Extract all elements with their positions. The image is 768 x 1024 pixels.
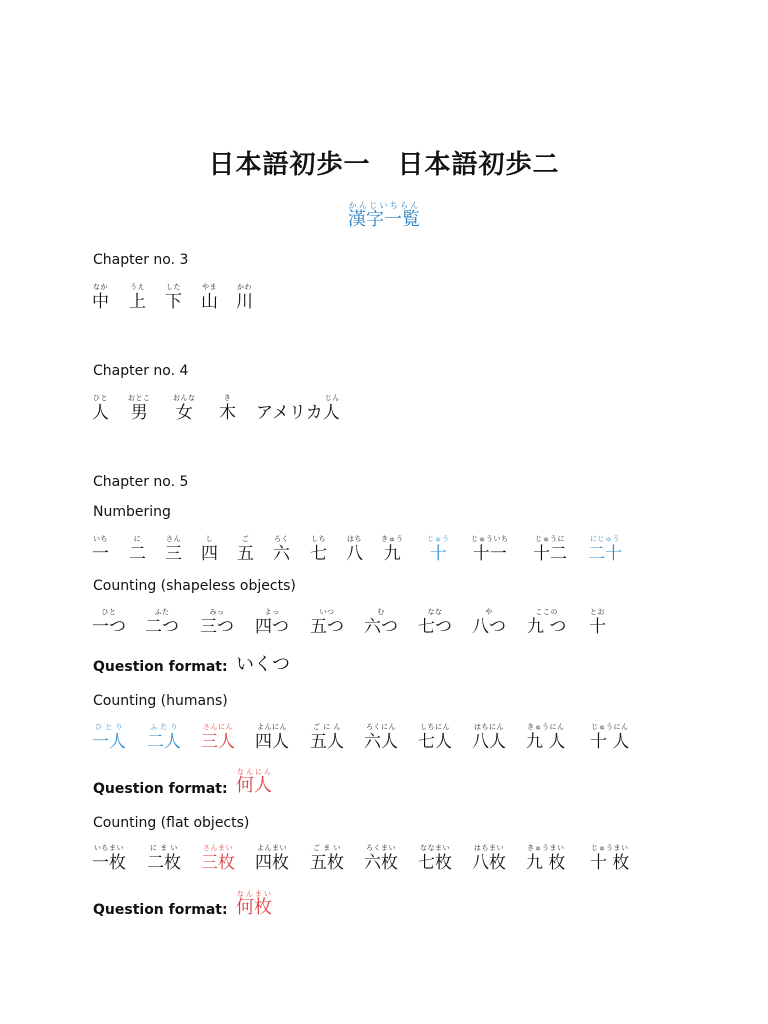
kanji-word-highlighted: さんにん 三人 — [201, 723, 235, 752]
chapter-3-heading: Chapter no. 3 — [93, 252, 189, 268]
kanji-word: ろくまい 六枚 — [364, 844, 398, 873]
subtitle-kanji: 漢字一覧 — [348, 209, 420, 230]
kanji-word: ひと 一つ — [92, 608, 126, 637]
kanji-word: ろく 六 — [273, 535, 290, 564]
kanji-word: さん 三 — [165, 535, 182, 564]
kanji-word: いち 一 — [92, 535, 109, 564]
kanji-word: うえ 上 — [129, 283, 146, 312]
kanji-word-highlighted: じゅう 十 — [427, 535, 450, 564]
kanji-word: ご ま い 五枚 — [310, 844, 344, 873]
kanji-word: し 四 — [201, 535, 218, 564]
kanji-word: よんにん 四人 — [255, 723, 289, 752]
chapter-4-heading: Chapter no. 4 — [93, 363, 189, 379]
kanji-word: じゅういち 十一 — [471, 535, 509, 564]
kanji-word: き 木 — [219, 394, 236, 423]
chapter-5-heading: Chapter no. 5 — [93, 474, 189, 490]
kanji-word: ひと 人 — [92, 394, 109, 423]
kanji-word: じゅうに 十二 — [533, 535, 567, 564]
subtitle-reading: かんじいちらん — [348, 201, 420, 210]
kanji-word-highlighted: にじゅう 二十 — [588, 535, 622, 564]
humans-question-answer: 何人なんにん — [236, 768, 272, 796]
kanji-word: みっ 三つ — [200, 608, 234, 637]
kanji-word: ななまい 七枚 — [418, 844, 452, 873]
kanji-word: ろくにん 六人 — [364, 723, 398, 752]
kanji-word: ご 五 — [237, 535, 254, 564]
flat-question-label: Question format: — [93, 902, 228, 918]
kanji-word: ここの 九 つ — [527, 608, 567, 637]
kanji-word: はちにん 八人 — [472, 723, 506, 752]
kanji-word: した 下 — [165, 283, 182, 312]
kanji-word: やま 山 — [201, 283, 218, 312]
kanji-word: よんまい 四枚 — [255, 844, 289, 873]
kanji-word: はち 八 — [346, 535, 363, 564]
counting-humans-label: Counting (humans) — [93, 693, 228, 709]
kanji-word: に 二 — [129, 535, 146, 564]
kanji-word: きゅう 九 — [381, 535, 404, 564]
kanji-word: なか 中 — [92, 283, 109, 312]
humans-kanji-row — [0, 723, 768, 763]
shapeless-question-label: Question format: — [93, 659, 228, 675]
shapeless-kanji-row — [0, 608, 768, 648]
kanji-word: や 八つ — [472, 608, 506, 637]
page-title: 日本語初歩一 日本語初歩二 — [208, 150, 560, 180]
kanji-word: しちにん 七人 — [418, 723, 452, 752]
kanji-word: いつ 五つ — [310, 608, 344, 637]
kanji-word: いちまい 一枚 — [92, 844, 126, 873]
flat-question-answer: 何枚なんまい — [236, 890, 272, 918]
kanji-word: に ま い 二枚 — [147, 844, 181, 873]
counting-flat-label: Counting (flat objects) — [93, 815, 250, 831]
kanji-word: む 六つ — [364, 608, 398, 637]
kanji-word: じゅうにん 十 人 — [590, 723, 630, 752]
kanji-list-subtitle — [0, 201, 768, 229]
kanji-word: ふた 二つ — [145, 608, 179, 637]
kanji-word: とお 十 — [589, 608, 606, 637]
kanji-word: じん アメリカ人 — [256, 394, 340, 423]
shapeless-question-answer: いくつ — [236, 654, 290, 675]
kanji-word: じゅうまい 十 枚 — [590, 844, 630, 873]
kanji-word: はちまい 八枚 — [472, 844, 506, 873]
kanji-word: おとこ 男 — [128, 394, 151, 423]
counting-shapeless-label: Counting (shapeless objects) — [93, 578, 296, 594]
kanji-word: よっ 四つ — [255, 608, 289, 637]
kanji-word: きゅうまい 九 枚 — [526, 844, 566, 873]
humans-question-label: Question format: — [93, 781, 228, 797]
kanji-word: なな 七つ — [418, 608, 452, 637]
chapter-3-kanji-row — [0, 283, 768, 323]
kanji-word-highlighted: さんまい 三枚 — [201, 844, 235, 873]
flat-kanji-row — [0, 844, 768, 884]
kanji-word: きゅうにん 九 人 — [526, 723, 566, 752]
kanji-word: かわ 川 — [236, 283, 253, 312]
kanji-word: しち 七 — [310, 535, 327, 564]
kanji-word-highlighted: ひ と り 一人 — [92, 723, 126, 752]
kanji-word: おんな 女 — [173, 394, 196, 423]
numbering-label: Numbering — [93, 504, 171, 520]
kanji-word-highlighted: ふ た り 二人 — [147, 723, 181, 752]
kanji-word: ご に ん 五人 — [310, 723, 344, 752]
chapter-4-kanji-row — [0, 394, 768, 434]
numbering-kanji-row — [0, 535, 768, 575]
